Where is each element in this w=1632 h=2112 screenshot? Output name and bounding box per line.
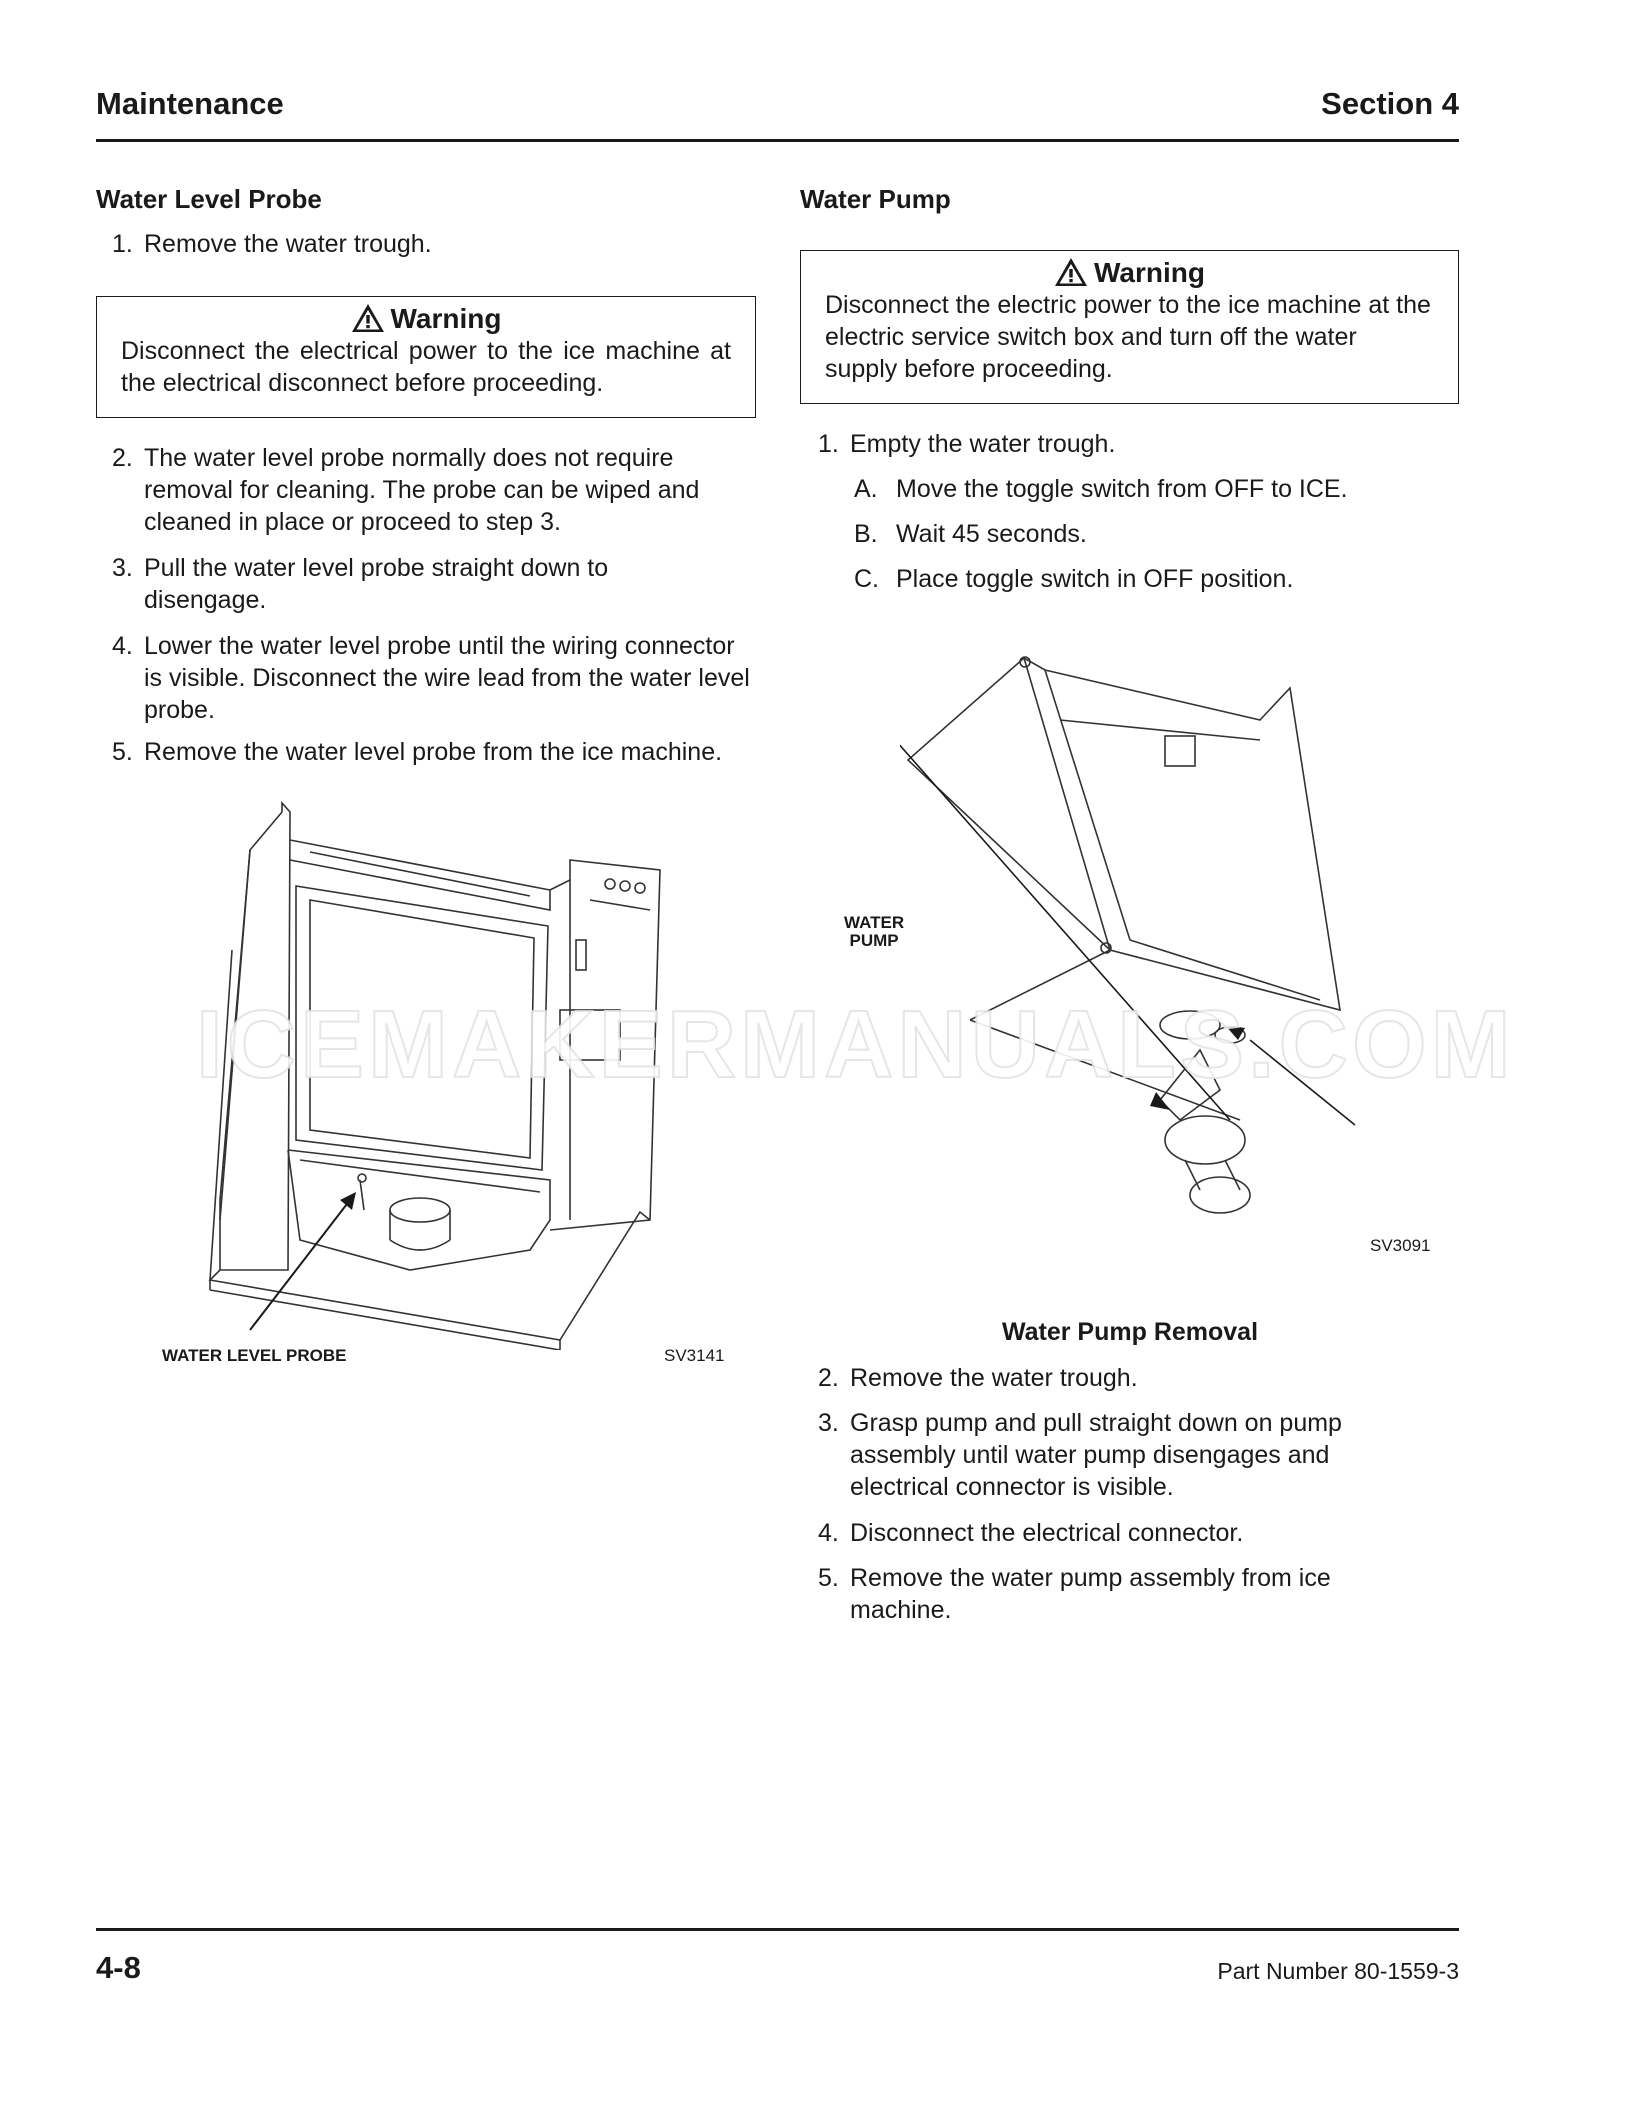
step-number: 4. (818, 1519, 839, 1547)
step-number: 1. (818, 430, 839, 458)
figure-caption: Water Pump Removal (1001, 1318, 1259, 1346)
step-number: 1. (112, 230, 133, 258)
step-text: Lower the water level probe until the wiring connector is visible. Disconnect the wire lead from the water level probe. (144, 632, 750, 724)
right-step-1 (818, 428, 1438, 460)
step-text: Remove the water trough. (144, 230, 432, 258)
step-number: 2. (818, 1364, 839, 1392)
substep-letter: B. (854, 520, 878, 548)
right-figure-code: SV3091 (1370, 1236, 1431, 1255)
part-number: Part Number 80-1559-3 (1217, 1958, 1459, 1984)
warning-triangle-icon (351, 303, 385, 333)
right-step-3 (818, 1407, 1418, 1503)
left-step-1 (112, 228, 752, 260)
watermark: ICEMAKERMANUALS.COM (196, 991, 1515, 1098)
step-text: Remove the water level probe from the ice machine. (144, 738, 723, 766)
right-warning-box (800, 250, 1459, 404)
left-step-5 (112, 736, 772, 768)
water-level-probe-label: WATER LEVEL PROBE (162, 1346, 347, 1365)
step-number: 4. (112, 632, 133, 660)
left-heading: Water Level Probe (96, 184, 322, 214)
right-step-4 (818, 1517, 1438, 1549)
warning-triangle-icon (1054, 257, 1088, 287)
header-rule (96, 139, 1459, 142)
step-text: Remove the water trough. (850, 1364, 1138, 1392)
right-step-5 (818, 1562, 1398, 1626)
step-text: Pull the water level probe straight down to disengage. (144, 554, 609, 614)
right-substep-a (854, 473, 1454, 505)
left-warning-box (96, 296, 756, 418)
step-text: Remove the water pump assembly from ice machine. (850, 1564, 1331, 1624)
step-number: 3. (818, 1409, 839, 1437)
water-pump-label (844, 914, 904, 950)
footer-rule (96, 1928, 1459, 1931)
right-step-2 (818, 1362, 1438, 1394)
step-number: 5. (112, 738, 133, 766)
substep-letter: A. (854, 475, 878, 503)
step-number: 3. (112, 554, 133, 582)
step-number: 2. (112, 444, 133, 472)
step-text: Empty the water trough. (850, 430, 1116, 458)
left-step-4 (112, 630, 752, 726)
warning-text: Disconnect the electrical power to the ice machine at the electrical disconnect before proceeding. (121, 337, 731, 397)
substep-text: Place toggle switch in OFF position. (896, 565, 1294, 593)
right-substep-b (854, 518, 1454, 550)
header-section-number: Section 4 (1321, 86, 1459, 121)
step-text: Grasp pump and pull straight down on pump assembly until water pump disengages and electrical connector is visible. (850, 1409, 1342, 1501)
left-figure-code: SV3141 (664, 1346, 725, 1365)
right-substep-c (854, 563, 1454, 595)
step-text: The water level probe normally does not require removal for cleaning. The probe can be wiped and cleaned in place or proceed to step 3. (144, 444, 700, 536)
water-pump-illustration (900, 640, 1360, 1220)
substep-text: Move the toggle switch from OFF to ICE. (896, 475, 1348, 503)
substep-text: Wait 45 seconds. (896, 520, 1087, 548)
warning-title: Warning (1094, 257, 1205, 288)
water-pump-label-line1: WATER (844, 913, 905, 932)
warning-title: Warning (390, 303, 502, 334)
warning-title-row (801, 257, 1458, 289)
page-number: 4-8 (96, 1950, 141, 1985)
left-step-2 (112, 442, 762, 538)
warning-title-row (97, 303, 755, 335)
step-number: 5. (818, 1564, 839, 1592)
right-heading: Water Pump (800, 184, 951, 214)
substep-letter: C. (854, 565, 879, 593)
water-pump-label-line2: PUMP (849, 931, 899, 950)
left-step-3 (112, 552, 762, 616)
step-text: Disconnect the electrical connector. (850, 1519, 1244, 1547)
warning-text: Disconnect the electric power to the ice machine at the electric service switch box and turn off the water supply before proceeding. (825, 291, 1431, 383)
header-section-title: Maintenance (96, 86, 284, 121)
